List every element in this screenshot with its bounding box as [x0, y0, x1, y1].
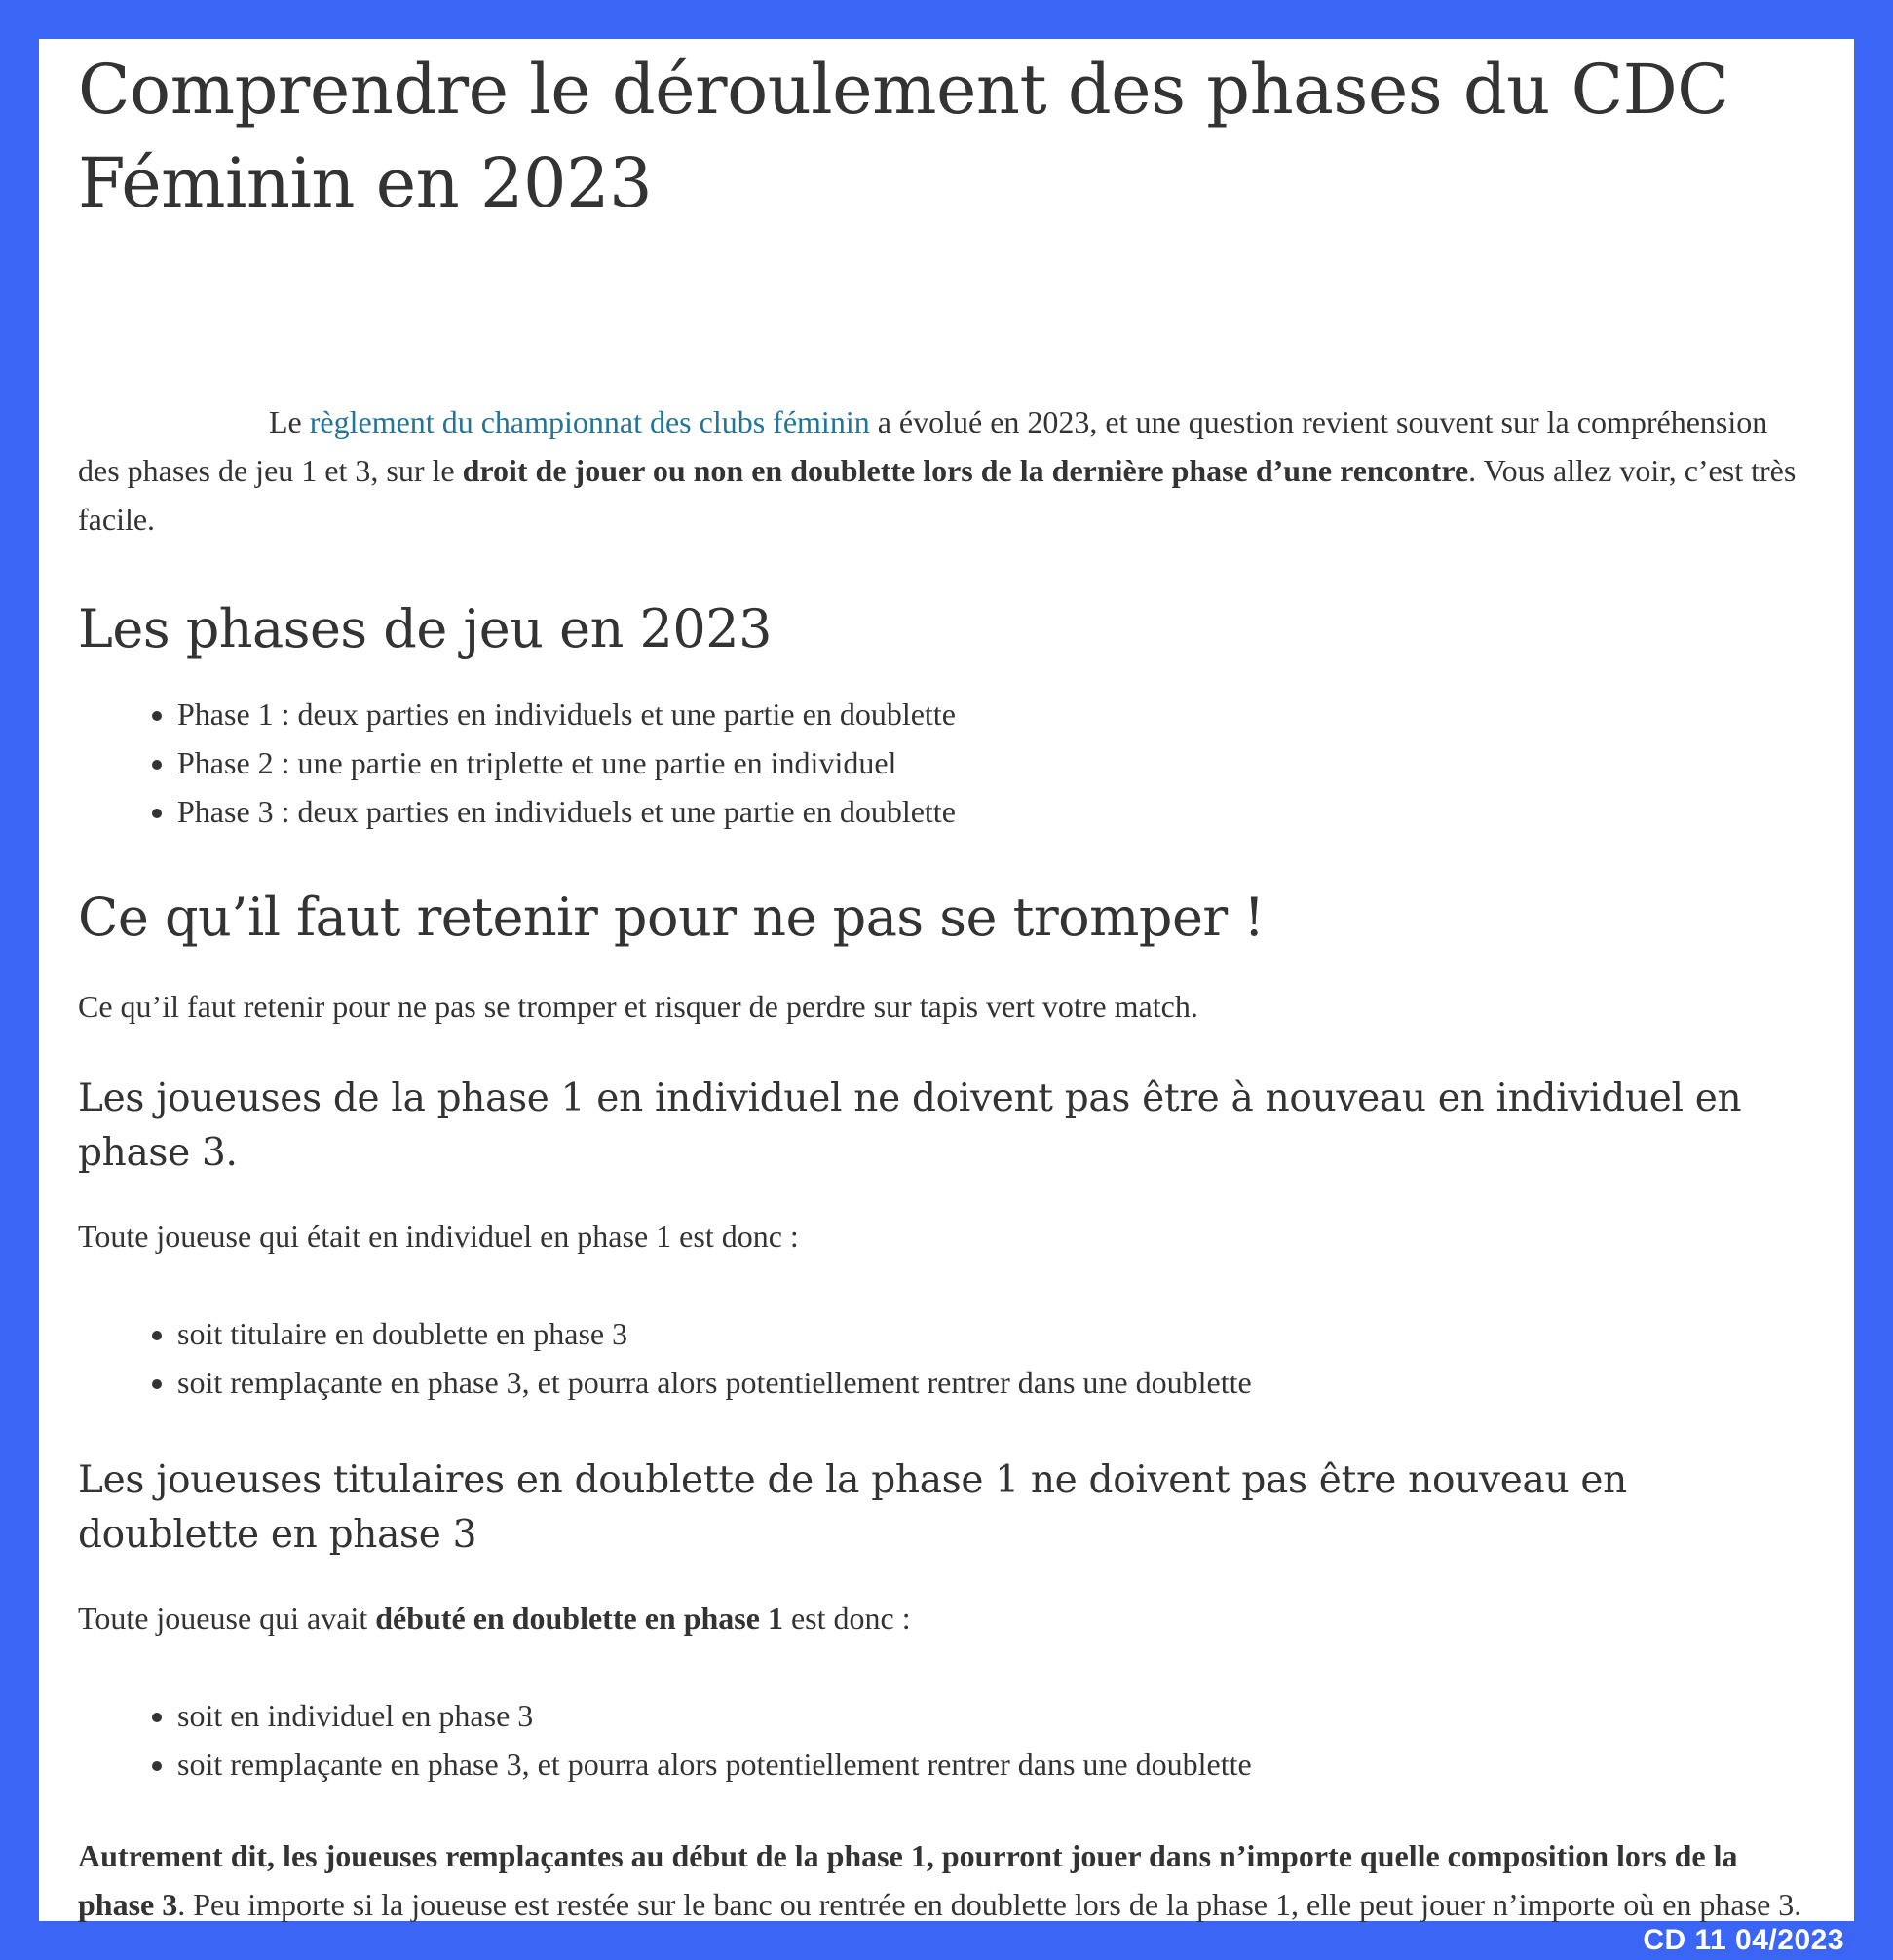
phases-list [78, 690, 1815, 836]
list-item: • soit remplaçante en phase 3, et pourra alors potentiellement rentrer dans une doublette [177, 1358, 1815, 1407]
rule-doublette-paragraph [78, 1594, 1815, 1642]
phases-heading: Les phases de jeu en 2023 [78, 598, 772, 660]
list-item: • Phase 3 : deux parties en individuels et une partie en doublette [177, 787, 1815, 836]
list-item: • soit remplaçante en phase 3, et pourra alors potentiellement rentrer dans une doublette [177, 1740, 1815, 1789]
intro-paragraph [78, 397, 1815, 544]
conclusion-bold: Autrement dit, les joueuses remplaçantes au début de la phase 1, pourront jouer dans n’importe quelle composition lors de la phase 3 [78, 1838, 1738, 1922]
list-item: • soit titulaire en doublette en phase 3 [177, 1309, 1815, 1358]
list-item: • soit en individuel en phase 3 [177, 1691, 1815, 1740]
list-item: • Phase 1 : deux parties en individuels et une partie en doublette [177, 690, 1815, 738]
footer-date-tag: CD 11 04/2023 [1643, 1924, 1844, 1956]
article-page [39, 39, 1854, 1921]
intro-lead: Le [269, 404, 310, 439]
retenir-heading: Ce qu’il faut retenir pour ne pas se tromper ! [78, 886, 1265, 948]
list-item: • Phase 2 : une partie en triplette et une partie en individuel [177, 738, 1815, 787]
intro-bold: droit de jouer ou non en doublette lors de la dernière phase d’une rencontre [462, 453, 1469, 488]
conclusion-rest: . Peu importe si la joueuse est restée sur le banc ou rentrée en doublette lors de la phase 1, elle peut jouer n’importe où en phase 3. [177, 1887, 1802, 1922]
conclusion-paragraph [78, 1831, 1815, 1929]
rule-doublette-bold: débuté en doublette en phase 1 [375, 1601, 783, 1636]
rule-individuel-paragraph: Toute joueuse qui était en individuel en phase 1 est donc : [78, 1219, 799, 1254]
reglement-link[interactable]: règlement du championnat des clubs féminin [309, 404, 870, 439]
intro-middle: a évolué en 2023, et une question revient souvent sur la compréhension des phases de jeu 1 et 3, sur le [78, 404, 1768, 488]
intro-end: . Vous allez voir, c’est très facile. [78, 453, 1797, 537]
rule-individuel-heading: Les joueuses de la phase 1 en individuel ne doivent pas être à nouveau en individuel en phase 3. [78, 1076, 1742, 1175]
rule-individuel-list [78, 1309, 1815, 1407]
rule-doublette-end: est donc : [782, 1601, 911, 1636]
rule-doublette-lead: Toute joueuse qui avait [78, 1601, 376, 1636]
retenir-paragraph: Ce qu’il faut retenir pour ne pas se tromper et risquer de perdre sur tapis vert votre match. [78, 989, 1198, 1024]
article-title: Comprendre le déroulement des phases du CDC Féminin en 2023 [78, 50, 1729, 223]
rule-doublette-heading: Les joueuses titulaires en doublette de la phase 1 ne doivent pas être nouveau en doublette en phase 3 [78, 1458, 1627, 1557]
rule-doublette-list [78, 1691, 1815, 1789]
